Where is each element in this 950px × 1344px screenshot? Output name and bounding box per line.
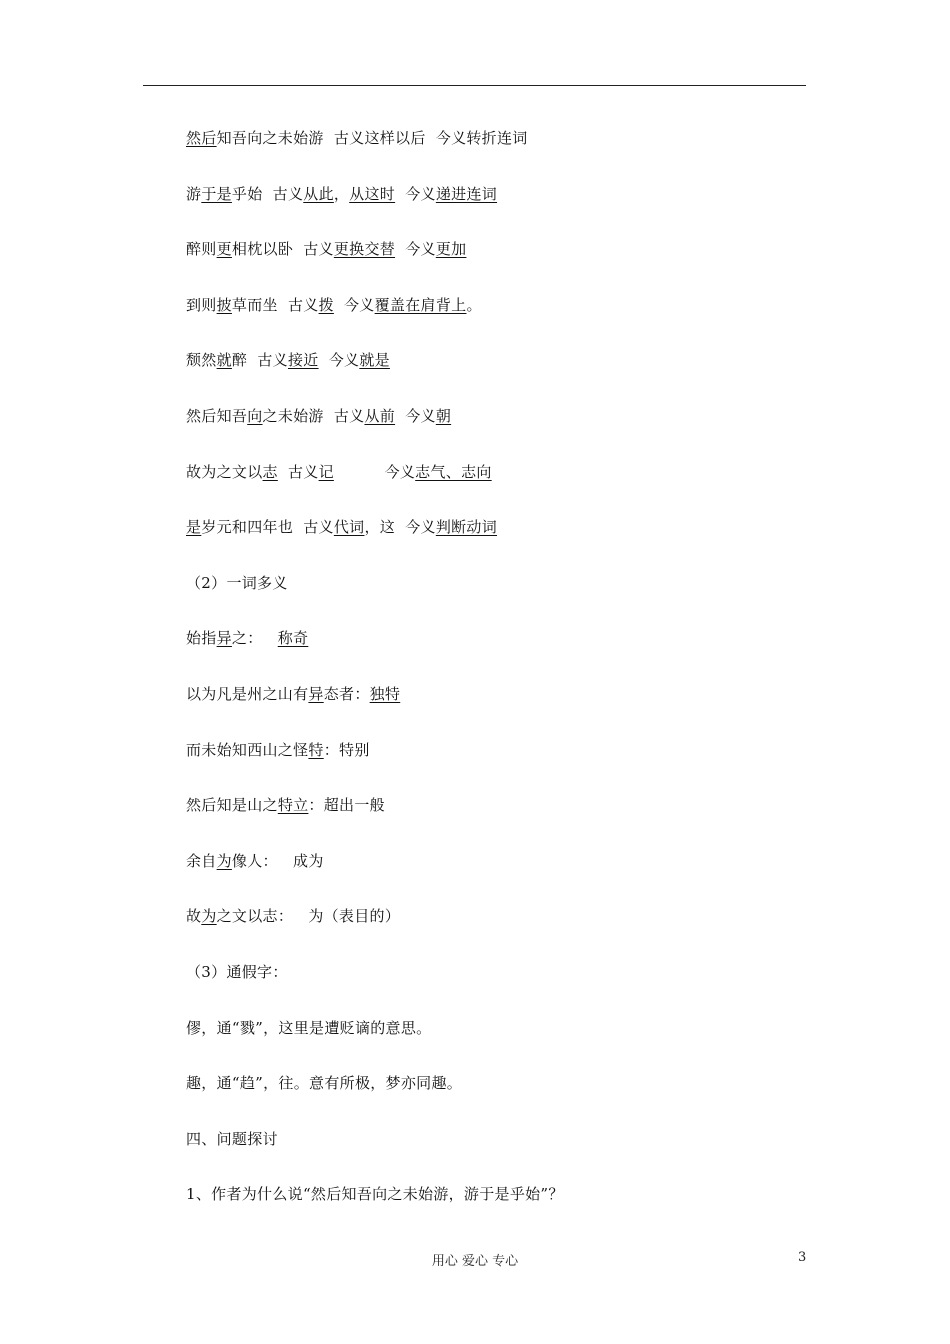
underlined-term: 然后 [186,129,217,147]
underlined-term: 更加 [435,240,467,258]
text-segment: 故 [186,907,202,925]
underlined-term: 独特 [369,685,401,703]
underlined-term: 记 [318,463,334,481]
text-segment: 草而坐 古义 [231,296,319,314]
text-segment: 颓然 [186,351,217,369]
underlined-term: 向 [247,407,263,425]
text-segment: 古义 [277,463,319,481]
header-rule [143,85,806,86]
text-line [186,962,288,982]
text-line [186,1184,564,1204]
text-segment: 余自 [186,852,217,870]
text-segment: 四、问题探讨 [186,1130,278,1148]
text-line [186,128,528,148]
text-segment: 到则 [186,296,217,314]
page-number: 3 [798,1250,807,1265]
underlined-term: 接近 [287,351,319,369]
underlined-term: 称奇 [277,629,309,647]
text-segment: 故为之文以 [186,463,263,481]
text-segment: 僇，通“戮”，这里是遭贬谪的意思。 [186,1019,432,1037]
text-segment: 然后知是山之 [186,796,278,814]
underlined-term: 异 [308,685,324,703]
text-segment: 醉 古义 [231,351,288,369]
text-line [186,184,497,204]
underlined-term: 志 [262,463,278,481]
underlined-term: 从此 [303,185,334,203]
text-segment: 今义 [395,185,436,203]
underlined-term: 从前 [364,407,396,425]
text-segment: 乎始 古义 [231,185,304,203]
text-segment: 今义 [318,351,360,369]
underlined-term: 递进连词 [435,185,498,203]
text-segment: 今义 [333,296,375,314]
text-line [186,628,308,648]
underlined-term: 代词 [333,518,365,536]
underlined-term: 异 [216,629,232,647]
text-segment: 知吾向之未始游 古义这样以后 今义转折连词 [216,129,528,147]
text-segment: 游 [186,185,202,203]
underlined-term: 覆盖在肩背上 [374,296,467,314]
underlined-term: 特 [308,741,324,759]
text-segment: 而未始知西山之怪 [186,741,309,759]
text-line [186,350,390,370]
underlined-term: 是 [186,518,202,536]
text-line [186,906,400,926]
text-segment: 。 [466,296,482,314]
text-segment: 之文以志： 为（表目的） [216,907,401,925]
text-line [186,795,385,815]
page-footer: 用心 爱心 专心 [431,1254,519,1269]
text-segment: 醉则 [186,240,217,258]
text-line [186,239,466,259]
text-segment: 1、作者为什么说“然后知吾向之未始游，游于是乎始”？ [186,1185,564,1203]
underlined-term: 志气、志向 [415,463,492,481]
text-segment: 相枕以卧 古义 [231,240,334,258]
text-line [186,1073,462,1093]
underlined-term: 判断动词 [435,518,498,536]
text-segment: ，这 今义 [364,518,436,536]
text-segment: 始指 [186,629,217,647]
text-line [186,851,324,871]
text-line [186,406,451,426]
text-segment: ， [333,185,350,203]
text-segment: 岁元和四年也 古义 [201,518,334,536]
underlined-term: 朝 [435,407,452,425]
text-segment: 之未始游 古义 [262,407,365,425]
text-line [186,740,370,760]
text-line [186,684,400,704]
text-line [186,295,482,315]
text-line [186,517,497,537]
text-segment: 然后知吾 [186,407,248,425]
text-segment: 今义 [333,463,416,481]
underlined-term: 就是 [359,351,390,369]
text-segment: 趣，通“趋”，往。意有所极，梦亦同趣。 [186,1074,463,1092]
underlined-term: 为 [216,852,232,870]
text-segment: （2）一词多义 [186,574,288,592]
underlined-term: 拨 [318,296,334,314]
underlined-term: 更换交替 [333,240,396,258]
underlined-term: 为 [201,907,217,925]
underlined-term: 特立 [277,796,309,814]
underlined-term: 于是 [201,185,232,203]
text-segment: ：特别 [323,741,370,759]
text-segment: 之： [231,629,278,647]
text-line [186,573,288,593]
text-line [186,1129,278,1149]
underlined-term: 披 [216,296,232,314]
text-line [186,462,492,482]
underlined-term: 更 [216,240,232,258]
underlined-term: 从这时 [349,185,396,203]
text-segment: 以为凡是州之山有 [186,685,309,703]
text-segment: 今义 [395,240,436,258]
text-segment: （3）通假字： [186,963,288,981]
text-segment: 像人： 成为 [231,852,324,870]
text-segment: 今义 [395,407,436,425]
text-segment: ：超出一般 [308,796,385,814]
text-line [186,1018,431,1038]
underlined-term: 就 [216,351,232,369]
text-segment: 态者： [323,685,370,703]
